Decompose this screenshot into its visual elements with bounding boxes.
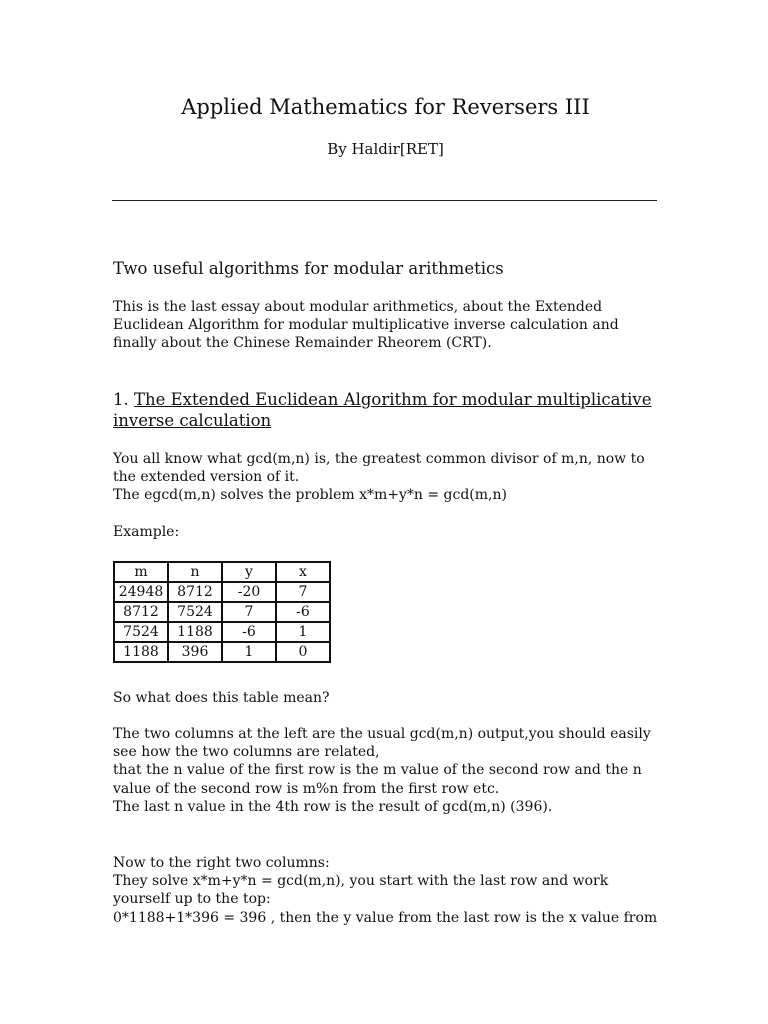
- right-columns-line: Now to the right two columns:: [113, 855, 330, 871]
- section1-number: 1.: [113, 390, 134, 409]
- table-row: [114, 582, 330, 602]
- table-cell: 7: [276, 582, 330, 602]
- explanation-line: The last n value in the 4th row is the result of gcd(m,n) (396).: [113, 798, 553, 815]
- intro-heading: Two useful algorithms for modular arithmetics: [113, 259, 504, 278]
- table-cell: 1: [222, 642, 276, 662]
- section1-title-line2: inverse calculation: [113, 410, 272, 430]
- table-cell: 1: [276, 622, 330, 642]
- intro-line: Euclidean Algorithm for modular multiplicative inverse calculation and: [113, 317, 619, 334]
- horizontal-divider: [112, 200, 657, 201]
- intro-paragraph: [113, 298, 658, 353]
- table-cell: 8712: [168, 582, 222, 602]
- example-label: Example:: [113, 524, 180, 540]
- table-question: So what does this table mean?: [113, 690, 330, 706]
- section1-intro-line: The egcd(m,n) solves the problem x*m+y*n = gcd(m,n): [113, 487, 507, 504]
- table-header-row: [114, 562, 330, 582]
- section1-intro-paragraph: [113, 450, 658, 505]
- explanation-line: see how the two columns are related,: [113, 744, 380, 761]
- section1-heading: [113, 390, 658, 431]
- intro-line: This is the last essay about modular arithmetics, about the Extended: [113, 299, 603, 315]
- egcd-table: [113, 561, 331, 663]
- table-row: [114, 642, 330, 662]
- table-header-cell: n: [168, 562, 222, 582]
- table-header-cell: y: [222, 562, 276, 582]
- table-header-cell: m: [114, 562, 168, 582]
- table-cell: -6: [222, 622, 276, 642]
- section1-intro-line: the extended version of it.: [113, 469, 300, 486]
- table-cell: -6: [276, 602, 330, 622]
- explanation-line: that the n value of the first row is the m value of the second row and the n: [113, 762, 642, 779]
- table-row: [114, 602, 330, 622]
- right-columns-line: They solve x*m+y*n = gcd(m,n), you start with the last row and work: [113, 873, 609, 890]
- right-columns-line: yourself up to the top:: [113, 891, 271, 908]
- table-cell: 7524: [114, 622, 168, 642]
- table-row: [114, 622, 330, 642]
- section1-intro-line: You all know what gcd(m,n) is, the greatest common divisor of m,n, now to: [113, 451, 645, 467]
- table-cell: 8712: [114, 602, 168, 622]
- explanation-line: The two columns at the left are the usual gcd(m,n) output,you should easily: [113, 726, 651, 742]
- intro-line: finally about the Chinese Remainder Rheorem (CRT).: [113, 335, 492, 352]
- table-cell: 0: [276, 642, 330, 662]
- table-cell: 7: [222, 602, 276, 622]
- table-cell: 1188: [114, 642, 168, 662]
- document-title: Applied Mathematics for Reversers III: [181, 95, 590, 119]
- right-columns-paragraph: [113, 854, 658, 927]
- explanation-line: value of the second row is m%n from the first row etc.: [113, 780, 500, 797]
- right-columns-line: 0*1188+1*396 = 396 , then the y value from the last row is the x value from: [113, 909, 658, 926]
- document-author: By Haldir[RET]: [327, 140, 444, 158]
- table-cell: 7524: [168, 602, 222, 622]
- table-cell: 396: [168, 642, 222, 662]
- table-cell: -20: [222, 582, 276, 602]
- explanation-paragraph: [113, 725, 658, 816]
- table-header-cell: x: [276, 562, 330, 582]
- table-cell: 1188: [168, 622, 222, 642]
- section1-title-line1: The Extended Euclidean Algorithm for modular multiplicative: [134, 390, 652, 409]
- table-cell: 24948: [114, 582, 168, 602]
